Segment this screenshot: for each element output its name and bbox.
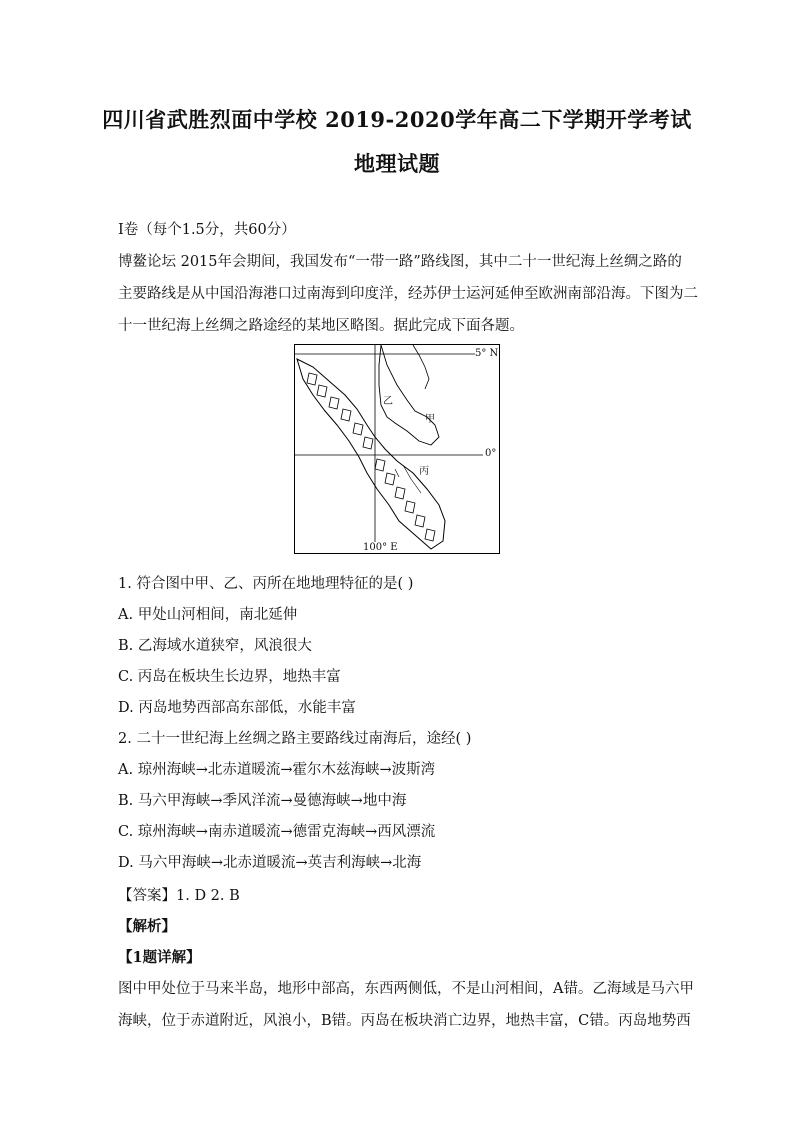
document-title-line-1: 四川省武胜烈面中学校 2019-2020学年高二下学期开学考试 (102, 107, 692, 132)
map-label-yi: 乙 (383, 396, 393, 407)
map-label-jia: 甲 (425, 414, 435, 425)
map-label-bing: 丙 (419, 466, 429, 477)
question-2-option-b: B. 马六甲海峡→季风洋流→曼德海峡→地中海 (118, 793, 407, 809)
longitude-label-100e: 100° E (363, 542, 398, 553)
question-1-option-a: A. 甲处山河相间，南北延伸 (118, 607, 298, 623)
coastline-east (413, 345, 429, 389)
question-2-option-c: C. 琼州海峡→南赤道暖流→德雷克海峡→西风漂流 (118, 824, 436, 840)
intro-line-2: 主要路线是从中国沿海港口过南海到印度洋，经苏伊士运河延伸至欧洲南部沿海。下图为二 (118, 286, 698, 302)
region-map (294, 344, 500, 554)
document-title-line-2: 地理试题 (354, 151, 440, 176)
question-2-stem: 2. 二十一世纪海上丝绸之路主要路线过南海后，途经( ) (118, 731, 472, 747)
question-1-option-b: B. 乙海域水道狭窄，风浪很大 (118, 638, 312, 654)
detail-heading: 【1题详解】 (118, 949, 201, 966)
question-2-option-d: D. 马六甲海峡→北赤道暖流→英吉利海峡→北海 (118, 855, 422, 871)
river-line-2 (395, 469, 399, 477)
mountain-hatching (307, 373, 435, 541)
latitude-label-5n: 5° N (475, 348, 499, 359)
intro-line-3: 十一世纪海上丝绸之路途经的某地区略图。据此完成下面各题。 (118, 318, 524, 334)
question-1-option-c: C. 丙岛在板块生长边界，地热丰富 (118, 669, 341, 685)
analysis-heading: 【解析】 (118, 918, 176, 935)
intro-line-1: 博鳌论坛 2015年会期间，我国发布“一带一路”路线图，其中二十一世纪海上丝绸之路的 (118, 254, 682, 270)
map-drawing (295, 345, 501, 555)
detail-line-2: 海峡，位于赤道附近，风浪小，B错。丙岛在板块消亡边界，地热丰富，C错。丙岛地势西 (118, 1013, 691, 1029)
latitude-label-0: 0° (485, 448, 497, 459)
detail-line-1: 图中甲处位于马来半岛，地形中部高，东西两侧低，不是山河相间，A错。乙海域是马六甲 (118, 981, 694, 997)
question-2-option-a: A. 琼州海峡→北赤道暖流→霍尔木兹海峡→波斯湾 (118, 762, 436, 778)
malay-peninsula-outline (379, 345, 439, 445)
answer-line: 【答案】1. D 2. B (118, 888, 240, 904)
question-1-stem: 1. 符合图中甲、乙、丙所在地地理特征的是( ) (118, 576, 414, 592)
section-heading: Ⅰ卷（每个1.5分，共60分） (118, 222, 296, 238)
sumatra-outline (297, 359, 445, 549)
question-1-option-d: D. 丙岛地势西部高东部低，水能丰富 (118, 700, 356, 716)
